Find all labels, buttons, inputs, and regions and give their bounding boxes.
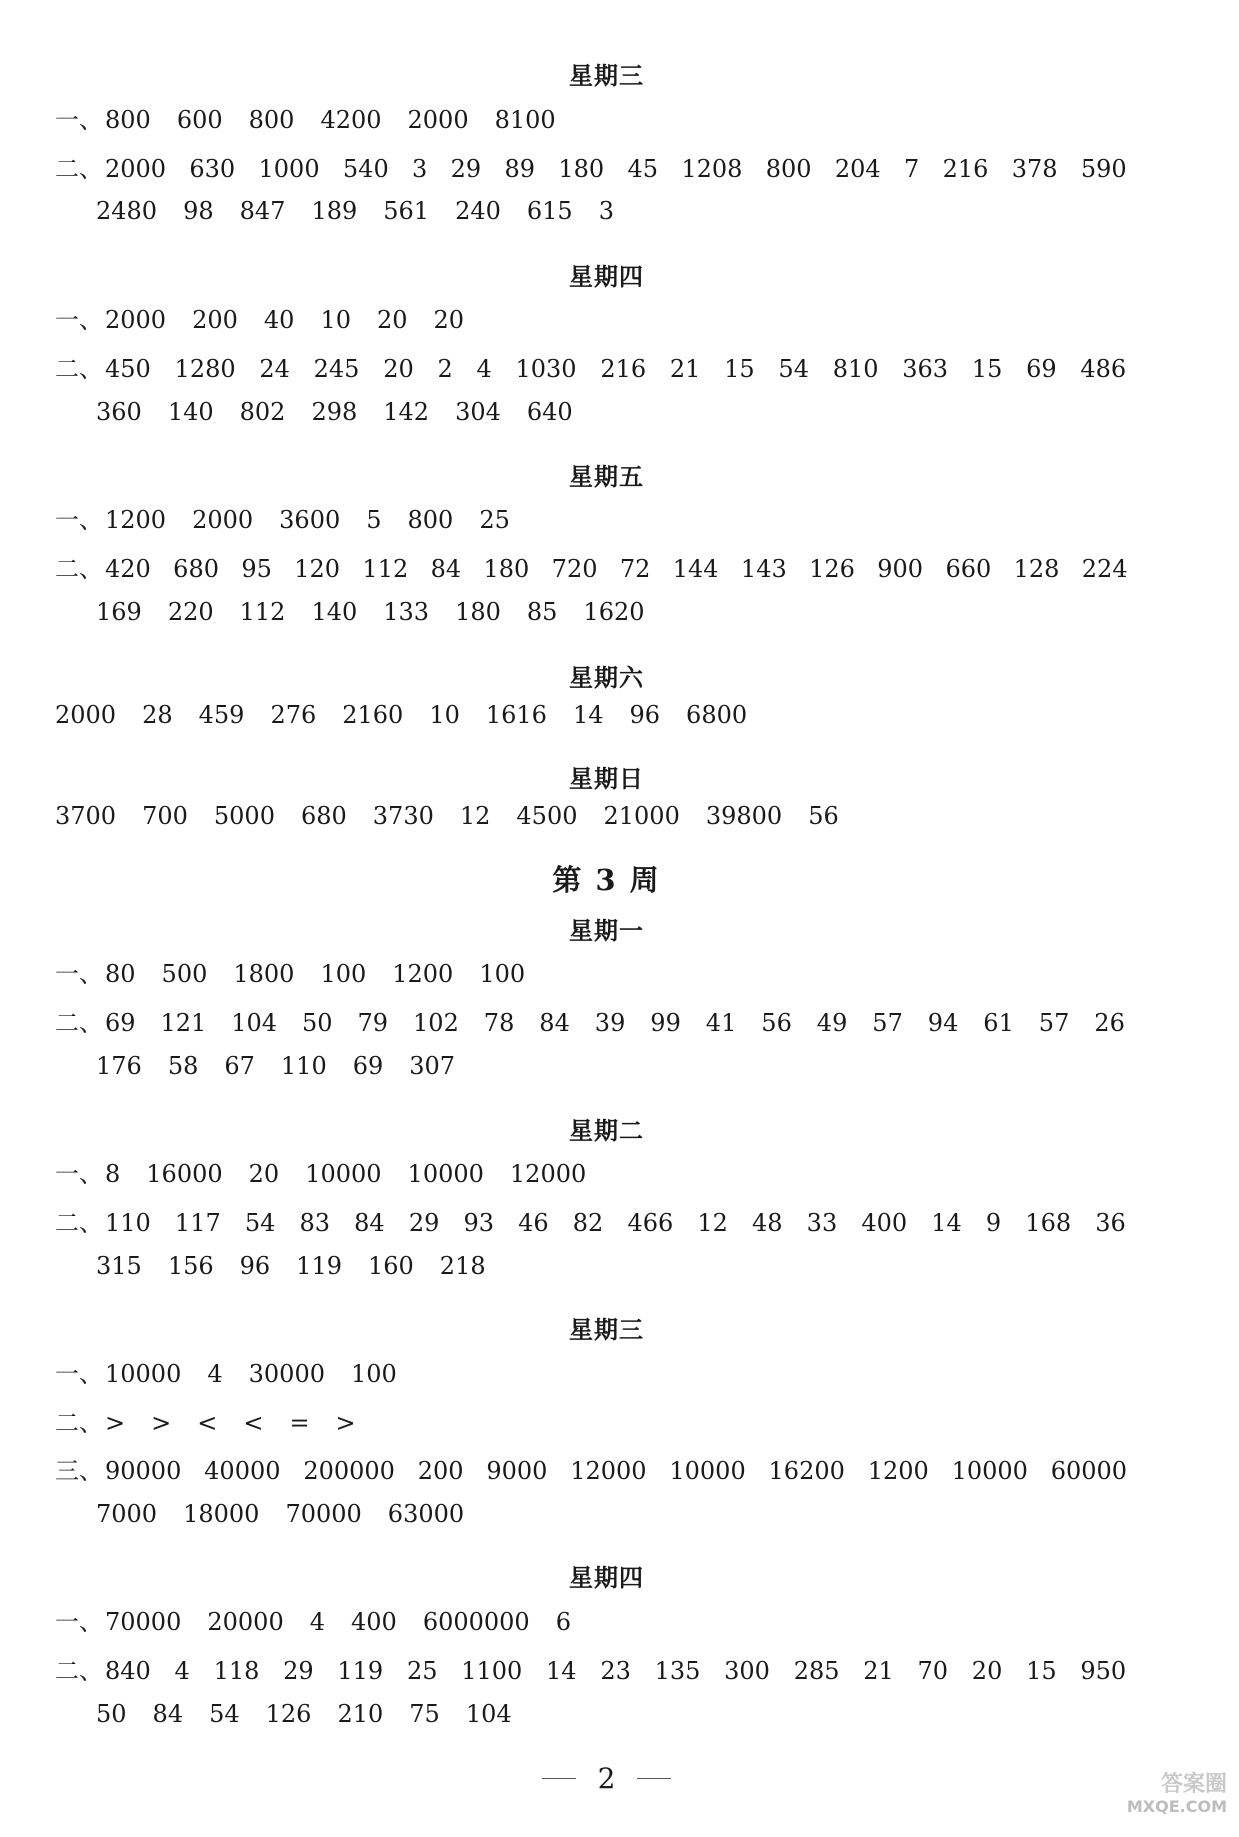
answer-value: 200000: [303, 1457, 395, 1485]
answer-value: 12000: [570, 1457, 647, 1485]
answer-value: 8: [105, 1160, 121, 1188]
answer-value: 49: [816, 1009, 848, 1037]
answer-value: 180: [558, 155, 605, 183]
answer-value: 6: [555, 1608, 571, 1636]
answer-value: 110: [105, 1209, 151, 1237]
answer-value: 54: [209, 1700, 240, 1728]
section-label: 一、: [55, 106, 103, 134]
answer-value: 10000: [305, 1160, 382, 1188]
answer-value: 29: [283, 1657, 314, 1685]
answer-value: 420: [105, 555, 151, 583]
answer-value: 298: [311, 398, 358, 426]
section-label: 一、: [55, 960, 103, 988]
answer-value: 204: [834, 155, 881, 183]
answer-line: [55, 149, 1150, 184]
answer-value: 90000: [105, 1457, 182, 1485]
answer-value: 2000: [407, 106, 469, 134]
answer-value: 16200: [768, 1457, 845, 1485]
answer-value: 133: [383, 598, 430, 626]
answer-value: 26: [1094, 1009, 1125, 1037]
answer-value: 450: [105, 355, 151, 383]
answer-value: 245: [313, 355, 360, 383]
answer-value: 12: [697, 1209, 728, 1237]
answer-value: 315: [96, 1252, 142, 1280]
answer-value: 240: [455, 197, 501, 225]
answer-value: 50: [96, 1700, 127, 1728]
answer-value: 5000: [213, 802, 275, 830]
answer-value: 4: [476, 355, 492, 383]
answer-value: 72: [619, 555, 651, 583]
answer-value: 98: [183, 197, 214, 225]
answer-value: 10000: [669, 1457, 746, 1485]
answer-value: 20: [248, 1160, 280, 1188]
answer-line: [55, 1651, 1150, 1686]
answer-value: 89: [504, 155, 536, 183]
answer-value: 96: [239, 1252, 271, 1280]
answer-value: 61: [983, 1009, 1014, 1037]
day-heading: 星期四: [569, 263, 644, 291]
answer-value: 900: [877, 555, 924, 583]
answer-value: 156: [167, 1252, 214, 1280]
answer-value: 23: [600, 1657, 631, 1685]
footer-dash-left: [542, 1778, 576, 1779]
watermark-subtext: MXQE.COM: [1126, 1797, 1227, 1816]
answer-value: 720: [551, 555, 598, 583]
answer-value: 95: [241, 555, 272, 583]
answer-value: 126: [265, 1700, 312, 1728]
answer-value: 70: [917, 1657, 949, 1685]
answer-value: 486: [1080, 355, 1127, 383]
answer-value: 96: [629, 701, 661, 729]
answer-value: 285: [793, 1657, 840, 1685]
answer-value: 93: [463, 1209, 495, 1237]
answer-value: 561: [383, 197, 430, 225]
answer-value: 4: [207, 1360, 223, 1388]
answer-value: 12000: [509, 1160, 587, 1188]
answer-value: 2000: [55, 701, 117, 729]
answer-value: 25: [479, 506, 510, 534]
day-heading: 星期二: [569, 1117, 644, 1145]
answer-value: >: [151, 1409, 172, 1437]
answer-value: 2000: [105, 306, 167, 334]
answer-value: 104: [465, 1700, 512, 1728]
answer-value: 176: [96, 1052, 142, 1080]
answer-value: <: [243, 1409, 264, 1437]
answer-value: 363: [902, 355, 949, 383]
answer-value: 6000000: [422, 1608, 530, 1636]
answer-value: 3: [598, 197, 614, 225]
watermark-text: 答案圈: [1160, 1772, 1227, 1797]
answer-value: 102: [413, 1009, 459, 1037]
answer-value: 3700: [55, 802, 117, 830]
answer-value: 1200: [392, 960, 454, 988]
answer-value: 3730: [372, 802, 434, 830]
answer-value: 4500: [516, 802, 578, 830]
section-label: 二、: [55, 155, 103, 183]
answer-line: [96, 598, 671, 626]
answer-value: 2000: [105, 155, 167, 183]
answer-value: 800: [248, 106, 295, 134]
answer-value: 210: [337, 1700, 384, 1728]
answer-value: 220: [167, 598, 214, 626]
section-label: 二、: [55, 1009, 103, 1037]
answer-value: >: [335, 1409, 356, 1437]
answer-value: 800: [765, 155, 812, 183]
answer-line: [55, 549, 1150, 584]
page-footer: [0, 1762, 1213, 1795]
answer-value: 60000: [1050, 1457, 1128, 1485]
answer-value: 144: [672, 555, 719, 583]
section-label: 二、: [55, 355, 103, 383]
answer-value: 84: [430, 555, 462, 583]
answer-line: [55, 1602, 597, 1637]
answer-value: 360: [96, 398, 142, 426]
answer-value: 700: [142, 802, 188, 830]
answer-value: 14: [546, 1657, 577, 1685]
section-label: 一、: [55, 506, 103, 534]
section-label: 二、: [55, 1209, 103, 1237]
answer-value: 33: [806, 1209, 838, 1237]
answer-value: 800: [105, 106, 151, 134]
answer-value: 70000: [105, 1608, 182, 1636]
answer-value: 1200: [867, 1457, 929, 1485]
day-heading: 星期五: [569, 463, 644, 491]
answer-value: 83: [299, 1209, 331, 1237]
answer-value: 1620: [583, 598, 645, 626]
answer-value: 39: [594, 1009, 626, 1037]
answer-value: 169: [96, 598, 142, 626]
answer-value: 800: [407, 506, 454, 534]
answer-value: 126: [809, 555, 855, 583]
answer-value: 54: [778, 355, 809, 383]
answer-line: [96, 1700, 538, 1728]
answer-line: [55, 1403, 382, 1438]
section-label: 二、: [55, 1409, 103, 1437]
answer-value: 9000: [486, 1457, 548, 1485]
answer-value: 168: [1025, 1209, 1072, 1237]
answer-value: 63000: [387, 1500, 465, 1528]
answer-value: 15: [724, 355, 755, 383]
answer-value: 10: [320, 306, 351, 334]
answer-value: 12: [459, 802, 491, 830]
answer-value: 3600: [279, 506, 341, 534]
answer-value: 56: [808, 802, 839, 830]
answer-value: 41: [705, 1009, 737, 1037]
answer-value: 84: [354, 1209, 385, 1237]
answer-value: 119: [296, 1252, 342, 1280]
answer-value: 1100: [461, 1657, 523, 1685]
answer-value: 950: [1080, 1657, 1127, 1685]
answer-value: 39800: [705, 802, 783, 830]
day-heading: 星期三: [569, 1316, 644, 1344]
answer-value: 540: [342, 155, 389, 183]
day-heading: 星期一: [569, 917, 644, 945]
answer-value: 189: [311, 197, 358, 225]
answer-value: 1616: [485, 701, 547, 729]
answer-value: 660: [945, 555, 992, 583]
answer-value: 20: [971, 1657, 1003, 1685]
answer-value: 400: [861, 1209, 908, 1237]
answer-value: 20: [376, 306, 408, 334]
answer-value: 29: [408, 1209, 440, 1237]
answer-value: 466: [627, 1209, 674, 1237]
answer-value: 79: [357, 1009, 389, 1037]
answer-value: 640: [526, 398, 573, 426]
answer-value: 45: [627, 155, 659, 183]
answer-value: <: [197, 1409, 218, 1437]
answer-value: =: [289, 1409, 310, 1437]
answer-value: 2: [437, 355, 453, 383]
answer-value: 200: [417, 1457, 464, 1485]
watermark-logo: [1127, 1774, 1227, 1818]
answer-value: 20: [383, 355, 414, 383]
answer-value: 78: [483, 1009, 515, 1037]
answer-line: [96, 398, 599, 426]
answer-value: 40000: [204, 1457, 281, 1485]
answer-value: 7000: [96, 1500, 158, 1528]
answer-line: [96, 1252, 512, 1280]
answer-line: [55, 349, 1150, 384]
answer-value: 680: [173, 555, 219, 583]
answer-value: 117: [174, 1209, 221, 1237]
answer-value: 110: [280, 1052, 327, 1080]
answer-value: 29: [450, 155, 482, 183]
answer-value: 46: [518, 1209, 549, 1237]
answer-value: 100: [351, 1360, 397, 1388]
answer-value: 20000: [207, 1608, 284, 1636]
answer-value: 69: [105, 1009, 136, 1037]
answer-value: 459: [198, 701, 245, 729]
answer-value: 4: [309, 1608, 325, 1636]
answer-line: [55, 500, 536, 535]
section-label: 一、: [55, 1360, 103, 1388]
answer-value: 40: [263, 306, 295, 334]
answer-value: 70000: [285, 1500, 362, 1528]
answer-line: [55, 802, 865, 830]
answer-value: 20: [433, 306, 465, 334]
day-heading: 星期六: [569, 664, 644, 692]
answer-value: 94: [927, 1009, 959, 1037]
answer-value: 21: [669, 355, 701, 383]
answer-value: 48: [752, 1209, 783, 1237]
answer-value: 10: [429, 701, 460, 729]
answer-value: 218: [439, 1252, 486, 1280]
day-heading: 星期四: [569, 1564, 644, 1592]
answer-value: 84: [152, 1700, 184, 1728]
day-heading: 星期三: [569, 62, 644, 90]
answer-value: 216: [942, 155, 989, 183]
answer-value: 307: [409, 1052, 456, 1080]
answer-value: 21: [863, 1657, 894, 1685]
answer-value: 85: [526, 598, 558, 626]
week-heading: 第 3 周: [552, 863, 661, 897]
answer-value: 14: [572, 701, 604, 729]
answer-value: 54: [244, 1209, 276, 1237]
answer-value: 200: [192, 306, 238, 334]
answer-value: 140: [167, 398, 214, 426]
answer-value: 300: [724, 1657, 770, 1685]
answer-value: 121: [160, 1009, 207, 1037]
answer-value: 224: [1081, 555, 1128, 583]
answer-line: [55, 1154, 612, 1189]
answer-value: 143: [740, 555, 787, 583]
answer-value: 840: [105, 1657, 151, 1685]
answer-value: 58: [167, 1052, 199, 1080]
answer-value: 276: [270, 701, 317, 729]
answer-value: 36: [1095, 1209, 1126, 1237]
answer-value: 378: [1011, 155, 1058, 183]
answer-line: [96, 197, 640, 225]
answer-value: 15: [1026, 1657, 1057, 1685]
answer-value: 100: [320, 960, 367, 988]
answer-value: 400: [351, 1608, 397, 1636]
answer-value: 135: [654, 1657, 701, 1685]
answer-value: 30000: [248, 1360, 325, 1388]
answer-value: 112: [362, 555, 409, 583]
answer-value: 24: [259, 355, 290, 383]
answer-value: 160: [367, 1252, 414, 1280]
section-label: 一、: [55, 1160, 103, 1188]
answer-value: 82: [572, 1209, 604, 1237]
answer-value: 69: [1026, 355, 1057, 383]
answer-value: 1200: [105, 506, 167, 534]
answer-line: [55, 100, 582, 135]
answer-value: 10000: [951, 1457, 1028, 1485]
section-label: 三、: [55, 1457, 103, 1485]
answer-line: [96, 1052, 481, 1080]
answer-value: 14: [931, 1209, 962, 1237]
answer-value: 500: [161, 960, 208, 988]
section-label: 二、: [55, 555, 103, 583]
answer-value: 810: [832, 355, 879, 383]
page-number: 2: [597, 1762, 616, 1795]
answer-line: [55, 1451, 1150, 1486]
answer-line: [55, 300, 490, 335]
answer-value: 100: [479, 960, 526, 988]
section-label: 二、: [55, 1657, 103, 1685]
answer-value: 3: [412, 155, 428, 183]
answer-value: 10000: [105, 1360, 182, 1388]
section-label: 一、: [55, 306, 103, 334]
answer-value: 630: [189, 155, 236, 183]
answer-value: 119: [337, 1657, 384, 1685]
answer-value: 8100: [494, 106, 556, 134]
answer-value: 50: [302, 1009, 333, 1037]
answer-value: 615: [526, 197, 573, 225]
answer-value: 680: [300, 802, 347, 830]
answer-value: 600: [176, 106, 223, 134]
footer-dash-right: [637, 1778, 671, 1779]
answer-line: [55, 954, 551, 989]
answer-value: 1030: [515, 355, 577, 383]
answer-line: [55, 1354, 423, 1389]
answer-value: 180: [483, 555, 530, 583]
answer-value: 2160: [342, 701, 404, 729]
answer-line: [55, 1203, 1150, 1238]
answer-value: 4: [174, 1657, 190, 1685]
answer-value: 25: [406, 1657, 438, 1685]
answer-value: 99: [650, 1009, 681, 1037]
answer-line: [96, 1500, 490, 1528]
answer-value: 69: [352, 1052, 384, 1080]
answer-value: 140: [311, 598, 358, 626]
answer-line: [55, 1003, 1150, 1038]
answer-value: 6800: [686, 701, 748, 729]
answer-value: 104: [231, 1009, 278, 1037]
answer-value: 112: [239, 598, 286, 626]
answer-value: 80: [105, 960, 136, 988]
answer-value: 9: [985, 1209, 1002, 1237]
answer-value: 28: [142, 701, 173, 729]
answer-value: 75: [409, 1700, 440, 1728]
answer-value: 120: [294, 555, 341, 583]
answer-value: 142: [383, 398, 430, 426]
answer-value: 57: [872, 1009, 903, 1037]
answer-line: [55, 701, 773, 729]
answer-value: 847: [239, 197, 286, 225]
answer-value: 2480: [96, 197, 158, 225]
section-label: 一、: [55, 1608, 103, 1636]
answer-value: 18000: [183, 1500, 260, 1528]
answer-value: 67: [224, 1052, 255, 1080]
answer-value: 16000: [146, 1160, 223, 1188]
answer-value: >: [105, 1409, 126, 1437]
answer-value: 216: [600, 355, 647, 383]
answer-value: 118: [213, 1657, 260, 1685]
answer-value: 1800: [233, 960, 295, 988]
answer-value: 590: [1080, 155, 1127, 183]
answer-value: 1000: [258, 155, 320, 183]
answer-value: 10000: [407, 1160, 484, 1188]
answer-value: 180: [455, 598, 501, 626]
answer-value: 4200: [320, 106, 382, 134]
answer-value: 1280: [174, 355, 236, 383]
answer-value: 57: [1038, 1009, 1070, 1037]
answer-value: 2000: [192, 506, 254, 534]
answer-value: 15: [971, 355, 1003, 383]
answer-value: 21000: [603, 802, 680, 830]
answer-value: 304: [455, 398, 501, 426]
answer-value: 56: [761, 1009, 792, 1037]
answer-value: 7: [903, 155, 920, 183]
answer-value: 84: [539, 1009, 570, 1037]
day-heading: 星期日: [569, 765, 644, 793]
answer-value: 802: [239, 398, 286, 426]
answer-value: 5: [366, 506, 382, 534]
answer-value: 128: [1013, 555, 1060, 583]
answer-value: 1208: [681, 155, 743, 183]
